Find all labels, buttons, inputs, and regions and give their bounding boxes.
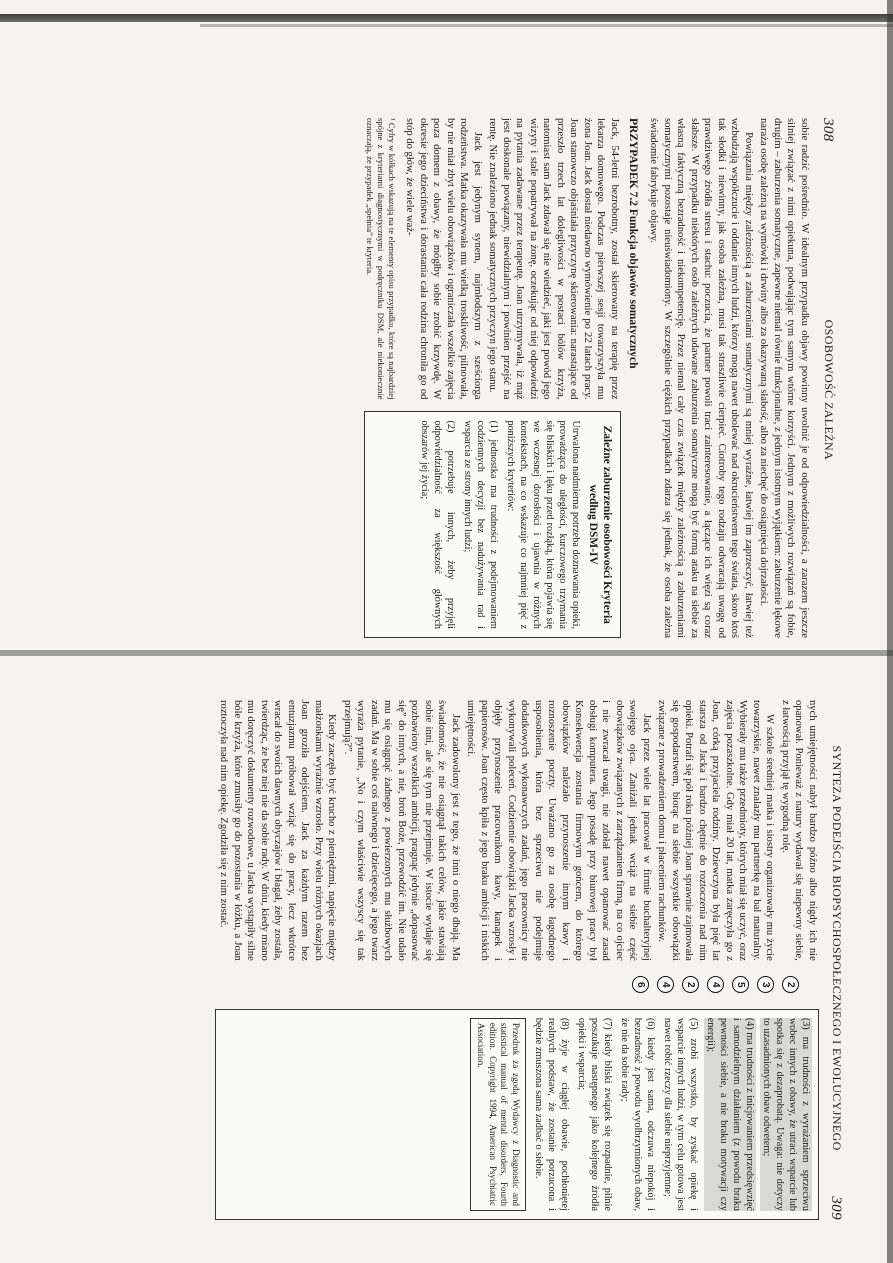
scan-edge-right: [887, 0, 893, 1263]
criterion-marker: 4: [707, 976, 724, 993]
criterion-item: (2) potrzebuje innych, żeby przyjęli odpowiedzialność za większość głównych obszarów jej życia;: [419, 420, 456, 629]
footnote: ¹ Cyfry w kółkach wskazują na te elementy opisu przypadku, które są najbardziej spójne z kryteriami diagnostycznymi w podręczniku DSM, ale niekoniecznie oznaczają, że przypadek „spełnia” te kryteria.: [365, 118, 397, 400]
page-309: [84, 700, 844, 1220]
page-number: 309: [828, 1196, 844, 1220]
criterion-item: (4) ma trudności z inicjowaniem przedsięwzięć i samodzielnym działaniem (z powodu braku pewności siebie, a nie braku motywacji czy energii);: [705, 1017, 755, 1211]
case-paragraph: Jack przez wiele lat pracował w firmie buchalteryjnej swojego ojca. Zaniżali jednak wciąż na siebie część obowiązków związanych z zarządzaniem firmą, na co ojciec i nie zwracał uwagi, nie zdołał nawet opanować zasad obsługi komputera. Jego posadę przy biurowej pracy był Konsekwencja zostania firmowym gońcem, do którego obowiązków należało przynoszenie innym kawy i roznoszenie poczty. Uważano go za osobę łagodnego usposobienia, która bez sprzeciwu nie podejmuje dodatkowych wykonawczych zadań, jego pracownicy nie wykonywali poleceń. Codziennie obowiązki Jacka wzrosły i objęły przynoszenie pracownikom kawy, kanapek i papierosów. Joan często kpiła z jego braku ambicji i niskich umiejętności.: [465, 700, 652, 961]
criterion-marker: 2: [682, 976, 699, 993]
running-header: SYNTEZA PODEJŚCIA BIOPSYCHOSPOŁECZNEGO I EWOLUCYJNEGO: [830, 745, 844, 1151]
case-paragraph: Jack zadowolony jest z tego, że inni o niego dbają. Ma świadomość, że nie osiągnął takich celów, jakie stawiają sobie inni, ale się tym nie przejmuje. W istocie wydaje się pozbawiony wszelkich ambicji, pragnąc jedynie „dopasować się” do innych, a nie, broń Boże, przewodzić im. Nie udało mu się osiągnąć żadnego z powierzonych mu służbowych zadań. Ma w sobie coś naiwnego i dziecięcego, a jego twarz wyraża pytanie, „No i czym właściwie wszyscy się tak przejmują?”.: [342, 700, 461, 961]
criterion-marker: 2: [782, 976, 799, 993]
case-paragraph: Jack jest jedynym synem, najmłodszym z sześciorga rodzeństwa. Matka okazywała mu wielką troskliwość, pilnowała, by nie miał zbyt wielu obowiązków i ograniczała wszelkie zajęcia poza domem z obawy, że mógłby sobie zrobić krzywdę. W okresie jego dzieciństwa i dorastania cała rodzina chroniła go od stóp do głów, że wiele waż-: [404, 118, 483, 400]
book-gutter-fold: [0, 650, 893, 656]
case-paragraph: Jack, 54-letni bezrobotny, został skierowany na terapię przez lekarza domowego. Podczas pierwszej sesji towarzyszyła mu żona Joan. Jack dostał niedawno wymówienie po 22 latach pracy. Joan stanowczo objaśniała przyczynę skierowania: narastające od przeszło trzech lat dolegliwości w postaci bólów krzyża, natomiast sam Jack zdawał się nie wiedzieć, jaki jest powód jego wizyty i stale popatrywał na żonę, oczekując od niej odpowiedzi na pytania zadawane przez terapeutę. Joan utrzymywała, iż mąż jest doskonale powiązany, niewidzialnym i powinien przejść na rentę. Nie znaleziono jednak somatycznych przyczyn jego stanu.: [487, 118, 620, 400]
case-text-continued: [215, 700, 819, 961]
body-paragraph: sobie radzić pośrednio. W idealnym przypadku objawy powinny uwolnić je od odpowiedzialności, a zarazem jeszcze silniej związać z nimi opiekuna, podwajając tym samym wtórne korzyści. Jednym z możliwych rozwiązań są fobie, drugim – zaburzenia somatyczne, zapewne niemal równie funkcjonalne, z jednym istotnym wyjątkiem: zaburzenie lękowe naraża osobę zależną na wymówki i drwiny albo za okazywaną słabość, albo za niechęć do osiągnięcia dojrzałości.: [758, 118, 810, 638]
criterion-marker: 4: [657, 976, 674, 993]
case-paragraph: nych umiejętności nabył bardzo późno albo nigdy ich nie opanował. Ponieważ z natury wydawał się niepewny siebie, z łatwością przyjął tę wygodną rolę.: [780, 700, 818, 961]
criterion-item: (7) kiedy bliski związek się rozpadnie, pilnie poszukuje następnego jako kolejnego źródła opieki i wsparcia;: [576, 1017, 613, 1211]
source-note: Przedruk za zgodą Wydawcy z Diagnostic and statistical manual of mental disorders, Fourth edition. Copyright 1994, American Psychiatric Association.: [470, 1018, 526, 1211]
criterion-marker: 6: [632, 976, 649, 993]
criteria-box-continued: [215, 1009, 819, 1220]
criterion-item: (6) kiedy jest sama, odczuwa niepokój i bezradność z powodu wyolbrzymionych obaw, że nie da sobie rady;: [619, 1017, 656, 1211]
page-308: [76, 118, 836, 638]
page-header: [819, 118, 836, 638]
criteria-box: [364, 411, 621, 638]
criteria-intro: Utrwalona nadmierna potrzeba doznawania opieki, prowadząca do uległości, kurczowego trzymania się bliskich i lęku przed rozłąką, która pojawia się we wczesnej dorosłości i ujawnia w różnych kontekstach, na co wskazuje co najmniej pięć z poniższych kryteriów:: [505, 420, 581, 629]
criterion-markers: [215, 973, 819, 997]
scan-shadow-top: [0, 14, 893, 22]
criterion-item: (3) ma trudności z wyrażaniem sprzeciwu wobec innych z obawy, że utraci wsparcie lub spotka się z dezaprobatą. Uwaga: nie dotyczy to uzasadnionych obaw odwetem;: [761, 1017, 811, 1211]
criterion-item: (5) zrobi wszystko, by zyskać opiekę i wsparcie innych ludzi, w tym celu gotowa jest nawet robić rzeczy dla siebie nieprzyjemne;: [662, 1017, 699, 1211]
case-paragraph: W szkole średniej matka i siostry organizowały mu życie towarzyskie, nawet znalazły mu partnerkę na bal maturalny. Wybierały mu także przedmioty, których miał się uczyć, oraz zajęcia pozaszkolne. Gdy miał 20 lat, matka zaręczyła go z Joan, córką przyjaciela rodziny. Dziewczyna była pięć lat starsza od Jacka i bardzo chętnie do roztoczenia nad nim opieki. Potrafi się pół roku później Joan sprawnie zajmowała się gospodarstwem, biorąc na siebie wszystkie obowiązki związane z prowadzeniem domu i płaceniem rachunków.: [656, 700, 776, 961]
page-header: [827, 700, 844, 1220]
running-header: OSOBOWOŚĆ ZALEŻNA: [822, 319, 836, 461]
criterion-item: (8) żyje w ciągłej obawie, pochłoniętej realnych podstaw, że zostanie porzucona i będzie zmuszona sama zadbać o siebie.: [533, 1017, 570, 1211]
case-text: [364, 118, 621, 399]
body-paragraph: Powiązania między zależnością a zaburzeniami somatycznymi są mniej wyraźne, łatwiej im zaprzeczyć, łatwiej też wzbudzają współczucie i oddanie innych ludzi, którzy mogą nawet ubolewać nad okrucieństwem tego świata, skoro ktoś tak słodki i niewinny, jak osoba zależna, musi tak straszliwie cierpieć. Ciotroby tego rodzaju odwracają uwagę od prawdziwego źródła stresu i stachu: poczucia, że partner powoli traci zainteresowanie, a łączące ich więzi są coraz słabsze. W przypadku niektórych osób zależnych udawane zaburzenia somatyczne mogą być formą ataku na siebie za własną faktyczną bezradność i niekompetencję. Przez niemal cały czas związek między zależnością a zaburzeniami somatycznymi pozostaje nieuświadomiony. W szczególnie ciężkich przypadkach zdarza się jednak, że osoba zależna świadomie fabrykuje objawy.: [648, 118, 754, 638]
page-number: 308: [820, 118, 836, 142]
criterion-item: (1) jednostka ma trudności z podejmowaniem codziennych decyzji bez nadużywania rad i wsparcia ze strony innych ludzi;: [462, 420, 499, 629]
scan-shadow-line: [200, 24, 893, 27]
case-paragraph: Kiedy zaczęło być krucho z pieniędzmi, napięcie między małżonkami wyraźnie wzrosło. Przy wielu różnych okazjach Joan groziła odejściem. Jack za każdym razem bez entuzjazmu próbował wziąć się do pracy, lecz wkrótce wracał do swoich dawnych obyczajów i błagał, żeby została, twierdząc, że bez niej nie da sobie rady. W dniu, kiedy miano mu doręczyć dokumenty rozwodowe, u Jacka wystąpiły silne bóle krzyża, które zmusiły go do pozostania w łóżku, a Joan roztoczyła nad nim opiekę. Zgodziła się z nim zostać.: [218, 700, 338, 961]
criteria-box-title: Zależne zaburzenie osobowości Kryteria według DSM-IV: [587, 425, 613, 624]
case-heading: PRZYPADEK 7.2 Funkcja objawów somatycznych: [627, 118, 639, 369]
criterion-marker: 5: [732, 976, 749, 993]
criterion-marker: 3: [757, 976, 774, 993]
